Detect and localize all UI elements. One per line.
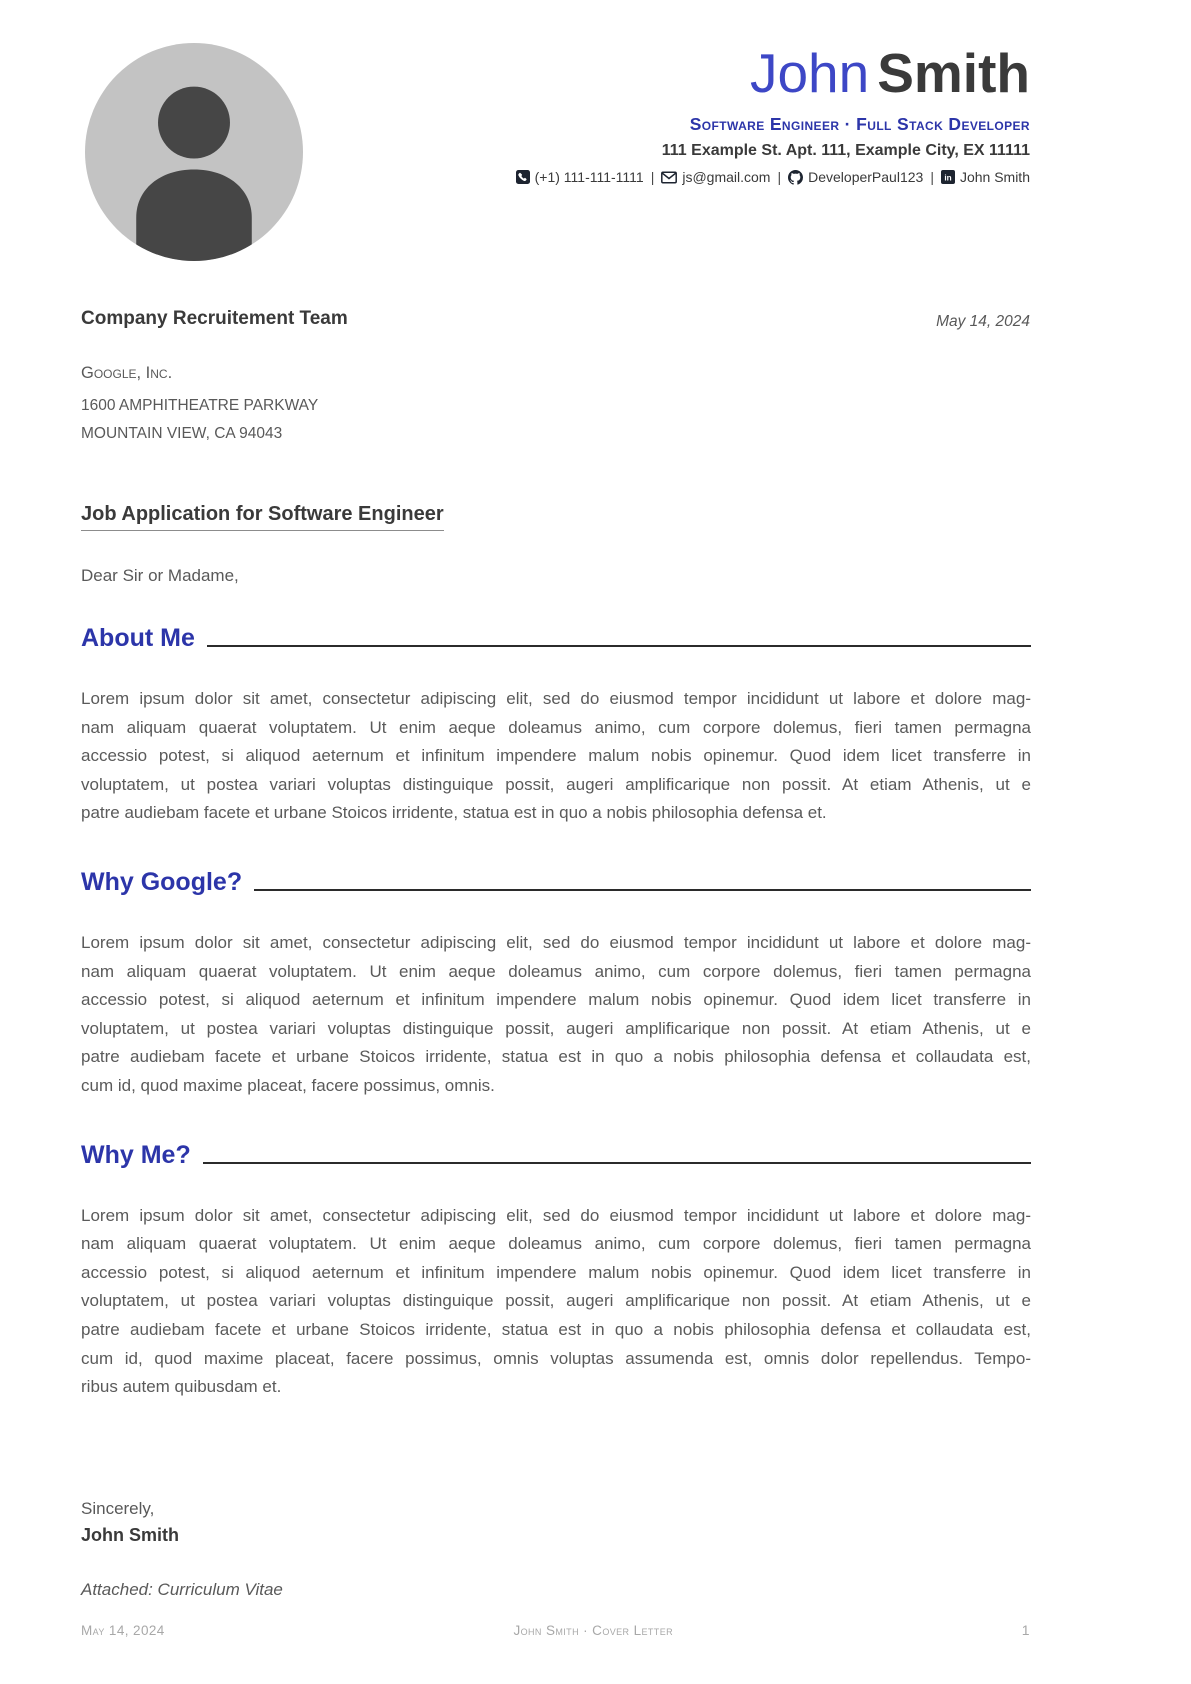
- recipient-company: Google, Inc.: [81, 364, 173, 382]
- email-address: js@gmail.com: [682, 169, 771, 185]
- attachment-note: Attached: Curriculum Vitae: [81, 1579, 283, 1599]
- paragraph-line: accessio potest, si aliquod aeternum et infinitum impendere malum nobis opinemur. Quod idem licet transferre in: [81, 1262, 1031, 1282]
- letter-body: [81, 623, 1031, 1600]
- svg-text:in: in: [944, 173, 952, 183]
- phone-icon: [516, 170, 530, 184]
- linkedin-link[interactable]: [941, 168, 1030, 186]
- linkedin-icon: [941, 170, 955, 184]
- signature-name: John Smith: [81, 1524, 179, 1545]
- section-heading: [81, 867, 1031, 897]
- letter-greeting: Dear Sir or Madame,: [81, 566, 239, 585]
- street-address: 111 Example St. Apt. 111, Example City, EX 11111: [661, 142, 1030, 159]
- section-title: Why Me?: [81, 1140, 191, 1169]
- github-icon: [788, 170, 803, 185]
- recipient-address: [81, 392, 318, 448]
- section-why-me: [81, 1140, 1031, 1402]
- person-avatar-icon: [85, 43, 303, 261]
- section-heading: [81, 1140, 1031, 1170]
- paragraph-line: voluptatem, ut postea variari voluptas distinguique possit, augeri amplificarique non possit. At etiam Athenis, ut e: [81, 1291, 1031, 1311]
- recipient-address-line: MOUNTAIN VIEW, CA 94043: [81, 425, 283, 442]
- position-title: Software Engineer · Full Stack Developer: [689, 114, 1030, 134]
- section-rule: [254, 889, 1031, 891]
- contact-row: [516, 168, 1030, 186]
- section-rule: [207, 645, 1031, 647]
- letter-date: May 14, 2024: [936, 313, 1030, 330]
- paragraph-line: voluptatem, ut postea variari voluptas distinguique possit, augeri amplificarique non possit. At etiam Athenis, ut e: [81, 1018, 1031, 1038]
- paragraph-line: patre audiebam facete et urbane Stoicos irridente, statua est in quo a nobis philosophia defensa et collaudata est,: [81, 1319, 1031, 1339]
- section-title: About Me: [81, 624, 195, 652]
- phone-link[interactable]: [516, 168, 644, 186]
- paragraph-line: cum id, quod maxime placeat, facere possimus, omnis voluptas assumenda est, omnis dolor repellendus. Tempo-: [81, 1348, 1031, 1368]
- header: [516, 44, 1030, 186]
- first-name: John: [749, 42, 870, 104]
- paragraph-line: accessio potest, si aliquod aeternum et infinitum impendere malum nobis opinemur. Quod idem licet transferre in: [81, 990, 1031, 1010]
- paragraph-line: nam aliquam quaerat voluptatem. Ut enim aeque doleamus animo, cum corpore dolemus, fieri tamen permagna: [81, 717, 1031, 737]
- github-link[interactable]: [788, 168, 923, 186]
- paragraph-line: accessio potest, si aliquod aeternum et infinitum impendere malum nobis opinemur. Quod idem licet transferre in: [81, 746, 1031, 766]
- full-name: [516, 44, 1030, 102]
- letter-closing: Sincerely,: [81, 1498, 155, 1518]
- paragraph-line: cum id, quod maxime placeat, facere possimus, omnis.: [81, 1075, 495, 1095]
- section-paragraph: [81, 929, 1031, 1101]
- paragraph-line: nam aliquam quaerat voluptatem. Ut enim aeque doleamus animo, cum corpore dolemus, fieri tamen permagna: [81, 961, 1031, 981]
- section-about-me: [81, 623, 1031, 828]
- footer-date: May 14, 2024: [81, 1623, 165, 1638]
- last-name: Smith: [877, 42, 1030, 104]
- email-link[interactable]: [661, 168, 770, 186]
- section-title: Why Google?: [81, 867, 243, 896]
- paragraph-line: Lorem ipsum dolor sit amet, consectetur adipiscing elit, sed do eiusmod tempor incididunt ut labore et dolore mag-: [81, 1205, 1031, 1225]
- linkedin-name: John Smith: [959, 169, 1030, 185]
- recipient-address-line: 1600 AMPHITHEATRE PARKWAY: [81, 397, 319, 414]
- letter-subject: Job Application for Software Engineer: [81, 503, 444, 531]
- paragraph-line: patre audiebam facete et urbane Stoicos irridente, statua est in quo a nobis philosophia defensa et.: [81, 803, 827, 823]
- paragraph-line: nam aliquam quaerat voluptatem. Ut enim aeque doleamus animo, cum corpore dolemus, fieri tamen permagna: [81, 1234, 1031, 1254]
- paragraph-line: voluptatem, ut postea variari voluptas distinguique possit, augeri amplificarique non possit. At etiam Athenis, ut e: [81, 774, 1031, 794]
- section-why-google: [81, 867, 1031, 1101]
- recipient-name: Company Recruitement Team: [81, 308, 348, 329]
- section-paragraph: [81, 1202, 1031, 1402]
- section-rule: [203, 1162, 1031, 1164]
- github-username: DeveloperPaul123: [808, 169, 924, 185]
- paragraph-line: Lorem ipsum dolor sit amet, consectetur adipiscing elit, sed do eiusmod tempor incididunt ut labore et dolore mag-: [81, 689, 1031, 708]
- section-heading: [81, 623, 1031, 653]
- paragraph-line: patre audiebam facete et urbane Stoicos irridente, statua est in quo a nobis philosophia defensa et collaudata est,: [81, 1047, 1031, 1067]
- phone-number: (+1) 111-111-1111: [534, 169, 644, 185]
- contact-separator: |: [777, 169, 782, 185]
- envelope-icon: [661, 171, 677, 184]
- paragraph-line: ribus autem quibusdam et.: [81, 1377, 282, 1397]
- page-footer: [81, 1622, 1030, 1638]
- footer-title: John Smith · Cover Letter: [513, 1623, 673, 1638]
- footer-page-number: 1: [1021, 1622, 1030, 1638]
- contact-separator: |: [930, 169, 934, 185]
- profile-photo-placeholder: [85, 43, 303, 261]
- contact-separator: |: [650, 169, 655, 185]
- paragraph-line: Lorem ipsum dolor sit amet, consectetur adipiscing elit, sed do eiusmod tempor incididunt ut labore et dolore mag-: [81, 932, 1031, 952]
- section-paragraph: [81, 685, 1031, 828]
